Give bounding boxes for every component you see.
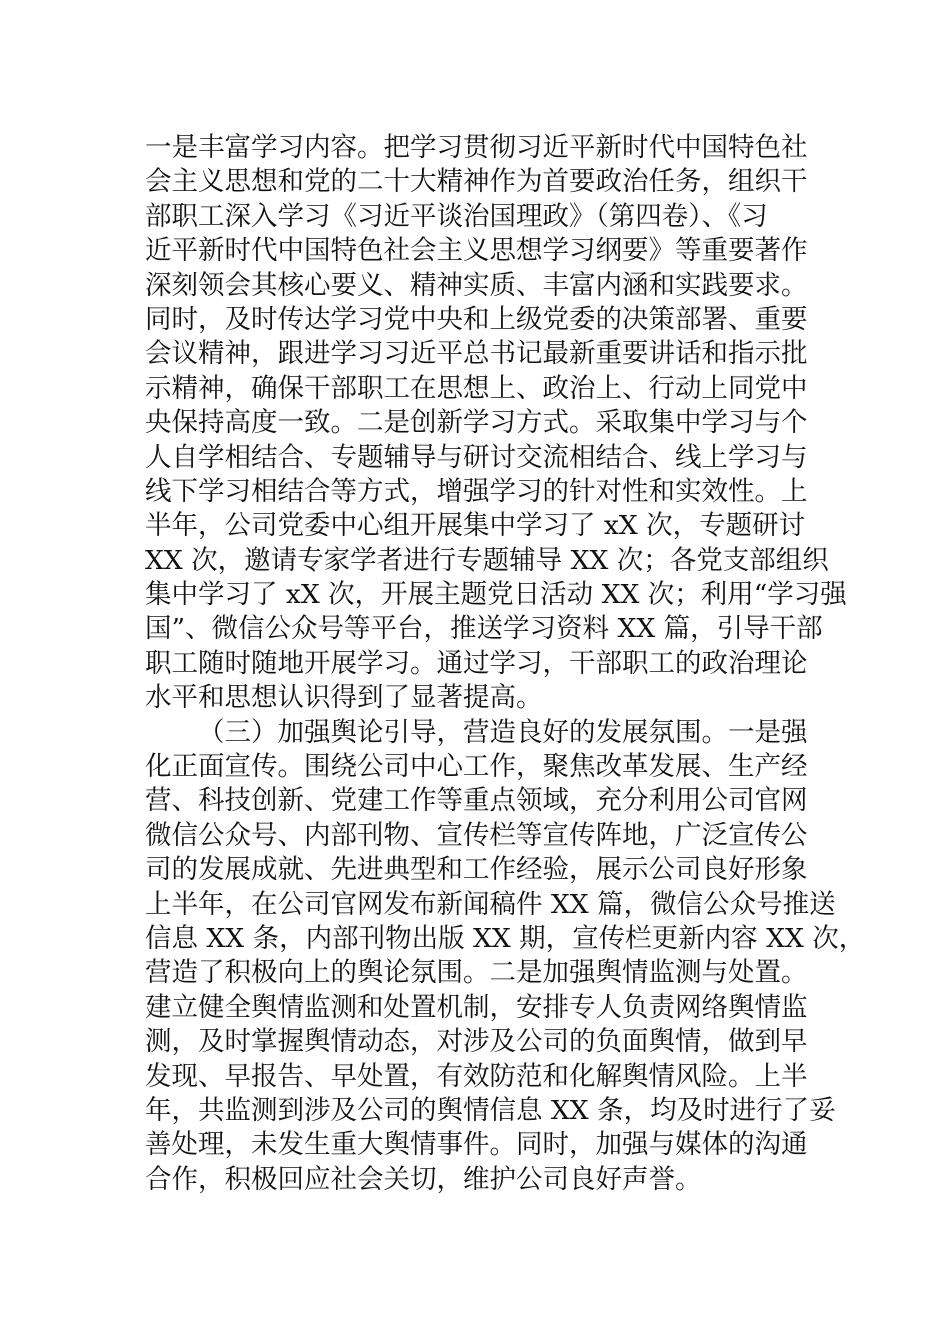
text-line: 央保持高度一致。二是创新学习方式。采取集中学习与个 (145, 407, 808, 439)
text-line: XX 次，邀请专家学者进行专题辅导 XX 次；各党支部组织 (145, 544, 829, 576)
text-line: 发现、早报告、早处置，有效防范和化解舆情风险。上半 (145, 1060, 808, 1092)
text-line: 同时，及时传达学习党中央和上级党委的决策部署、重要 (145, 303, 808, 335)
text-line: 深刻领会其核心要义、精神实质、丰富内涵和实践要求。 (145, 269, 808, 301)
text-line: 会主义思想和党的二十大精神作为首要政治任务，组织干 (145, 166, 808, 198)
text-line: 水平和思想认识得到了显著提高。 (145, 682, 543, 714)
text-line: 一是丰富学习内容。把学习贯彻习近平新时代中国特色社 (145, 132, 808, 163)
text-line: 营、科技创新、党建工作等重点领域，充分利用公司官网 (145, 785, 808, 817)
text-line: 人自学相结合、专题辅导与研讨交流相结合、线上学习与 (145, 441, 808, 473)
text-line: 部职工深入学习《习近平谈治国理政》（第四卷）、《习 (145, 200, 768, 232)
document-body (145, 131, 866, 1197)
text-line: 化正面宣传。围绕公司中心工作，聚焦改革发展、生产经 (145, 751, 808, 783)
text-line: 司的发展成就、先进典型和工作经验，展示公司良好形象 (145, 854, 808, 886)
text-line: 线下学习相结合等方式，增强学习的针对性和实效性。上 (145, 475, 808, 507)
text-line: 半年，公司党委中心组开展集中学习了 xX 次，专题研讨 (145, 510, 806, 542)
text-line: 年，共监测到涉及公司的舆情信息 XX 条，均及时进行了妥 (145, 1094, 836, 1126)
text-line: 上半年，在公司官网发布新闻稿件 XX 篇，微信公众号推送 (145, 888, 836, 920)
text-line: 建立健全舆情监测和处置机制，安排专人负责网络舆情监 (145, 991, 808, 1023)
text-line: 近平新时代中国特色社会主义思想学习纲要》等重要著作 (145, 235, 808, 267)
text-line: 微信公众号、内部刊物、宣传栏等宣传阵地，广泛宣传公 (145, 819, 808, 851)
text-line: 测，及时掌握舆情动态，对涉及公司的负面舆情，做到早 (145, 1026, 808, 1058)
text-line: 示精神，确保干部职工在思想上、政治上、行动上同党中 (145, 372, 808, 404)
text-line: 善处理，未发生重大舆情事件。同时，加强与媒体的沟通 (145, 1129, 808, 1161)
text-line: 集中学习了 xX 次，开展主题党日活动 XX 次；利用“学习强 (145, 579, 847, 611)
text-line: 会议精神，跟进学习习近平总书记最新重要讲话和指示批 (145, 338, 808, 370)
text-line: 信息 XX 条，内部刊物出版 XX 期，宣传栏更新内容 XX 次， (145, 922, 866, 954)
section-heading-line: （三）加强舆论引导，营造良好的发展氛围。一是强 (198, 716, 808, 748)
text-line: 合作，积极回应社会关切，维护公司良好声誉。 (145, 1163, 702, 1195)
text-line: 国”、微信公众号等平台，推送学习资料 XX 篇，引导干部 (145, 613, 823, 645)
text-line: 营造了积极向上的舆论氛围。二是加强舆情监测与处置。 (145, 957, 808, 989)
text-line: 职工随时随地开展学习。通过学习，干部职工的政治理论 (145, 647, 808, 679)
